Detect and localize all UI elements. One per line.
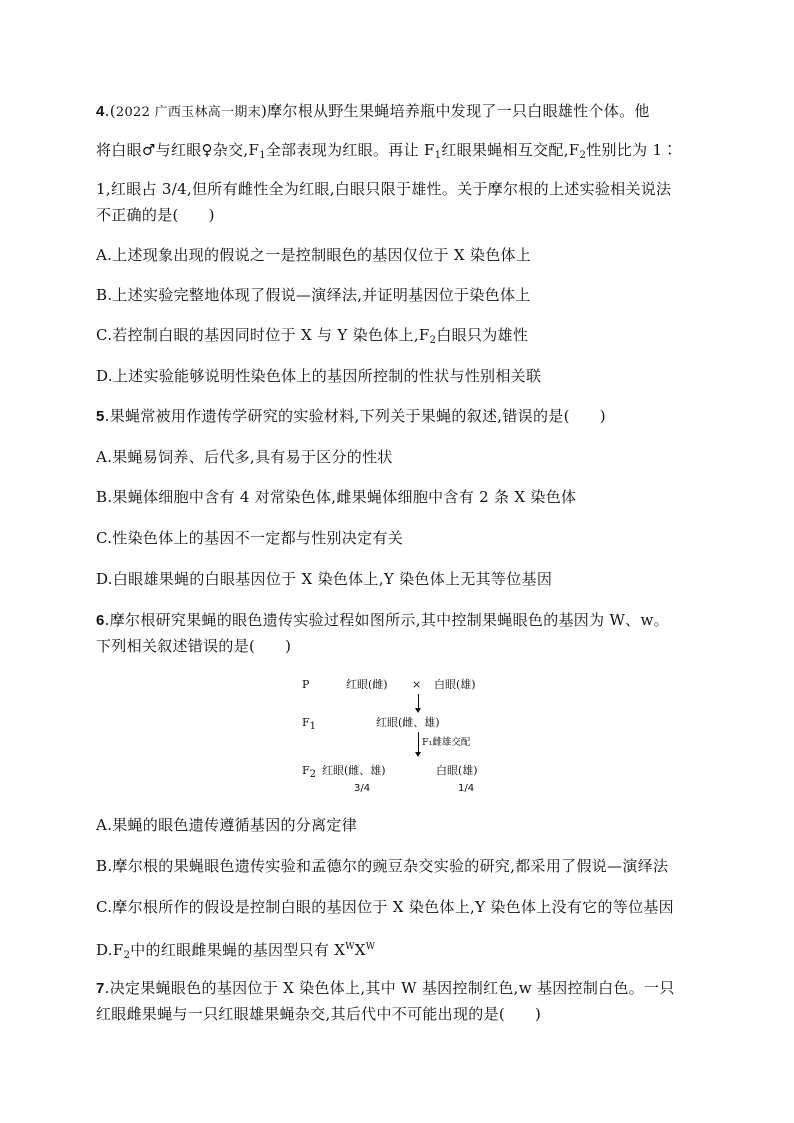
- p-generation-label: P: [302, 678, 310, 691]
- q5-option-a: A.果蝇易饲养、后代多,具有易于区分的性状: [96, 448, 393, 466]
- q5-option-b: B.果蝇体细胞中含有 4 对常染色体,雌果蝇体细胞中含有 2 条 X 染色体: [96, 488, 577, 506]
- p-female-phenotype: 红眼(雌): [346, 678, 388, 691]
- q4-source: 2022 广西玉林高一期末: [115, 105, 262, 120]
- f2-generation-label: F2: [302, 764, 317, 780]
- q4-option-b: B.上述实验完整地体现了假说—演绎法,并证明基因位于染色体上: [96, 286, 531, 304]
- q4-stem-line-2: 将白眼♂与红眼♀杂交$,F_1$全部表现为红眼。再让 $F_1$红眼果蝇相互交配$,F_2$性别比为 1∶: [96, 141, 678, 161]
- q7-stem-line-2: 红眼雌果蝇与一只红眼雄果蝇杂交,其后代中不可能出现的是( ): [96, 1005, 542, 1023]
- f1-generation-label: F1: [302, 716, 317, 732]
- q4-option-d: D.上述实验能够说明性染色体上的基因所控制的性状与性别相关联: [96, 367, 542, 385]
- cross-symbol: ×: [412, 678, 422, 691]
- q4-number: 4: [96, 103, 105, 120]
- f2-red-ratio: 3/4: [354, 783, 371, 794]
- q6-stem-line-2: 下列相关叙述错误的是( ): [96, 637, 292, 655]
- q6-option-d: $D.F_2$中的红眼雌果蝇的基因型只有 $X^WX^W$: [96, 941, 376, 961]
- q6-stem-line-1: 6.摩尔根研究果蝇的眼色遗传实验过程如图所示,其中控制果蝇眼色的基因为 W、w。: [96, 611, 669, 629]
- q6-option-a: A.果蝇的眼色遗传遵循基因的分离定律: [96, 816, 358, 834]
- q4-stem-line-4: 不正确的是( ): [96, 206, 215, 224]
- arrow-f1-to-f2: [418, 732, 419, 752]
- q5-number: 5: [96, 408, 105, 425]
- q6-number: 6: [96, 612, 105, 629]
- p-male-phenotype: 白眼(雄): [434, 678, 476, 691]
- q4-option-c: C.若控制白眼的基因同时位于 X 与 Y 染色体上$,F_2$白眼只为雄性: [96, 326, 529, 346]
- f2-white-eye-phenotype: 白眼(雄): [436, 764, 478, 777]
- f2-white-ratio: 1/4: [458, 783, 475, 794]
- q7-stem-line-1: 7.决定果蝇眼色的基因位于 X 染色体上,其中 W 基因控制红色,w 基因控制白色。一只: [96, 979, 675, 997]
- q5-stem: 5.果蝇常被用作遗传学研究的实验材料,下列关于果蝇的叙述,错误的是( ): [96, 407, 606, 425]
- genetic-cross-diagram: [296, 674, 516, 798]
- q6-option-b: B.摩尔根的果蝇眼色遗传实验和孟德尔的豌豆杂交实验的研究,都采用了假说—演绎法: [96, 857, 669, 875]
- q4-option-a: A.上述现象出现的假说之一是控制眼色的基因仅位于 X 染色体上: [96, 246, 532, 264]
- arrow-head-p-to-f1: [415, 708, 421, 713]
- f1-mating-label: F₁雌雄交配: [422, 737, 471, 748]
- f1-phenotype: 红眼(雌、雄): [376, 716, 440, 729]
- q5-option-c: C.性染色体上的基因不一定都与性别决定有关: [96, 529, 404, 547]
- arrow-p-to-f1: [418, 694, 419, 708]
- q7-number: 7: [96, 980, 105, 997]
- f2-red-eye-phenotype: 红眼(雌、雄): [322, 764, 386, 777]
- q6-option-c: C.摩尔根所作的假设是控制白眼的基因位于 X 染色体上,Y 染色体上没有它的等位基因: [96, 898, 674, 916]
- q4-stem-line-3: 1,红眼占 3/4,但所有雌性全为红眼,白眼只限于雄性。关于摩尔根的上述实验相关说法: [96, 180, 672, 198]
- arrow-head-f1-to-f2: [415, 752, 421, 757]
- q4-stem-line-1: 4.(2022 广西玉林高一期末)摩尔根从野生果蝇培养瓶中发现了一只白眼雄性个体。他: [96, 102, 650, 120]
- q5-option-d: D.白眼雄果蝇的白眼基因位于 X 染色体上,Y 染色体上无其等位基因: [96, 570, 553, 588]
